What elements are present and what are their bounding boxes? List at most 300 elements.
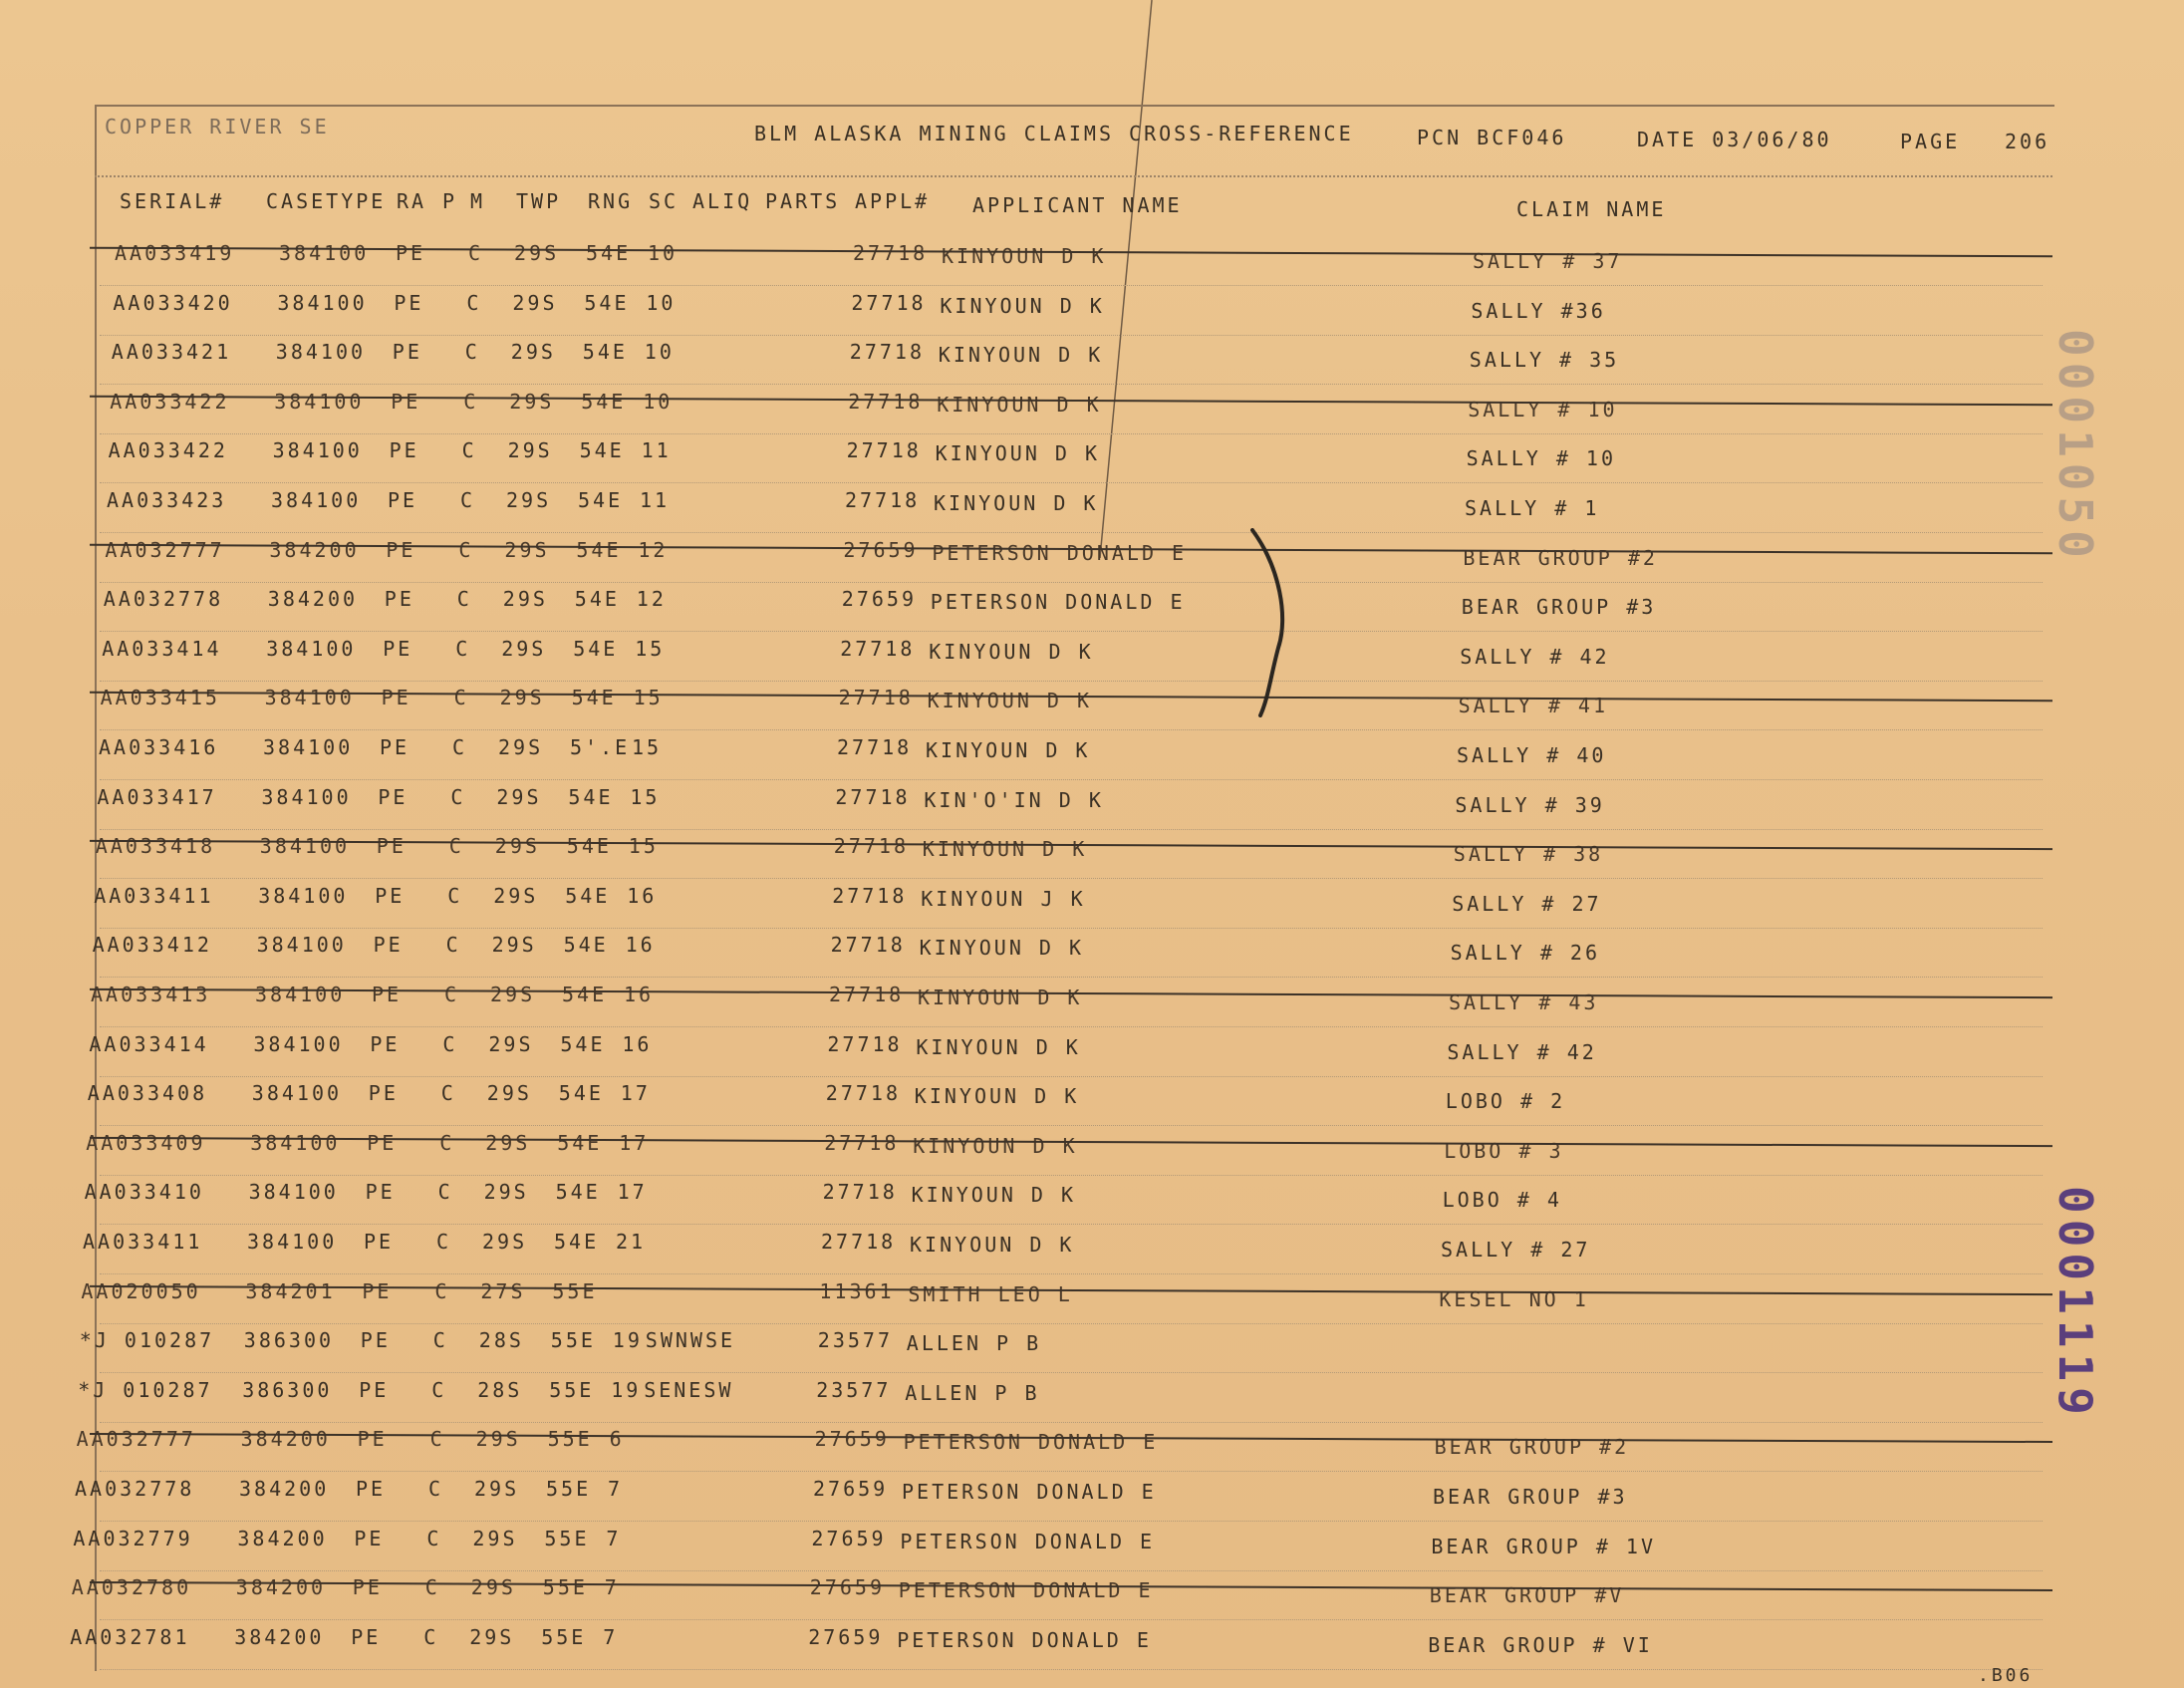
cell-serial: AA032781 — [70, 1624, 190, 1649]
col-ra: RA — [397, 189, 427, 213]
row-rule — [100, 1125, 2043, 1126]
cell-rng: 55E — [547, 1427, 593, 1452]
cell-casetype: 384200 — [235, 1575, 327, 1600]
row-rule — [100, 1026, 2043, 1027]
cell-ra: PE — [376, 834, 407, 859]
col-aliq: ALIQ — [692, 189, 753, 213]
cell-applicant: KINYOUN D K — [938, 343, 1104, 368]
cell-claim: SALLY # 26 — [1450, 941, 1601, 966]
cell-ra: PE — [392, 340, 422, 365]
cell-ra: PE — [396, 241, 426, 265]
cell-appl: 27718 — [846, 438, 922, 463]
table-row — [0, 834, 2184, 882]
row-rule — [100, 1175, 2043, 1176]
cell-ra: PE — [359, 1377, 390, 1402]
cell-applicant: ALLEN P B — [906, 1331, 1042, 1356]
cell-rng: 54E — [562, 983, 608, 1006]
cell-sc: 11 — [640, 488, 671, 512]
cell-claim: SALLY # 42 — [1460, 644, 1610, 669]
cell-twp: 29S — [502, 587, 548, 612]
cell-appl: 27659 — [841, 587, 918, 612]
cell-m: C — [468, 241, 484, 265]
row-rule — [100, 1224, 2043, 1225]
cell-claim: BEAR GROUP #2 — [1463, 545, 1658, 570]
cell-casetype: 386300 — [242, 1377, 333, 1402]
cell-claim: SALLY # 41 — [1458, 694, 1609, 718]
cell-casetype: 384100 — [263, 735, 354, 759]
cell-aliq: SWNWSE — [645, 1328, 736, 1353]
cell-claim: BEAR GROUP # VI — [1428, 1632, 1653, 1657]
table-row — [0, 884, 2184, 932]
cell-rng: 54E — [576, 537, 622, 562]
row-rule — [100, 829, 2043, 830]
cell-rng: 55E — [546, 1477, 592, 1501]
cell-appl: 27718 — [835, 784, 911, 809]
cell-sc: 16 — [627, 883, 658, 908]
cell-m: C — [452, 735, 468, 759]
row-rule — [100, 1076, 2043, 1077]
cell-sc: 15 — [633, 686, 664, 710]
cell-casetype: 384201 — [245, 1278, 336, 1303]
cell-serial: AA032779 — [73, 1526, 193, 1550]
cell-serial: *J 010287 — [78, 1377, 213, 1402]
table-row — [0, 340, 2184, 388]
cell-casetype: 384200 — [269, 537, 360, 562]
cell-twp: 29S — [490, 983, 536, 1006]
cell-rng: 54E — [579, 438, 625, 463]
cell-ra: PE — [370, 1031, 401, 1056]
cell-serial: AA033412 — [92, 933, 212, 958]
row-rule — [100, 729, 2043, 730]
table-row — [0, 1328, 2184, 1376]
cell-casetype: 384100 — [271, 488, 362, 512]
cell-twp: 29S — [507, 438, 553, 463]
row-rule — [100, 977, 2043, 978]
cell-ra: PE — [391, 389, 421, 414]
cell-serial: AA033414 — [89, 1031, 209, 1056]
table-row — [0, 1575, 2184, 1623]
cell-casetype: 384100 — [253, 1031, 344, 1056]
cell-casetype: 384100 — [255, 983, 346, 1006]
cell-sc: 7 — [604, 1575, 620, 1600]
frame-stamp-top: 0001050 — [2048, 329, 2102, 564]
cell-twp: 29S — [472, 1526, 518, 1550]
cell-m: C — [423, 1624, 439, 1649]
cell-serial: AA032777 — [76, 1427, 196, 1452]
cell-serial: AA033414 — [102, 636, 222, 661]
cell-appl: 23577 — [816, 1377, 892, 1402]
cell-applicant: KINYOUN D K — [919, 936, 1085, 961]
cell-rng: 54E — [555, 1180, 601, 1205]
cell-claim: SALLY # 10 — [1466, 446, 1617, 471]
cell-rng: 54E — [558, 1081, 604, 1106]
cell-casetype: 384100 — [272, 438, 363, 463]
cell-serial: AA033408 — [87, 1081, 208, 1106]
cell-twp: 29S — [491, 933, 537, 958]
row-rule — [100, 1669, 2043, 1670]
cell-sc: 15 — [628, 834, 659, 859]
cell-twp: 29S — [506, 488, 552, 512]
cell-twp: 28S — [478, 1328, 524, 1353]
cell-ra: PE — [388, 488, 418, 512]
cell-ra: PE — [383, 636, 413, 661]
cell-appl: 27718 — [832, 883, 908, 908]
cell-ra: PE — [372, 983, 403, 1006]
cell-sc: 7 — [603, 1624, 619, 1649]
area-name: COPPER RIVER SE — [105, 115, 330, 139]
cell-appl: 27659 — [809, 1575, 886, 1600]
cell-rng: 54E — [554, 1230, 600, 1254]
cell-ra: PE — [368, 1081, 399, 1106]
cell-claim: SALLY # 10 — [1468, 397, 1618, 422]
cell-serial: *J 010287 — [79, 1328, 215, 1353]
cell-applicant: PETERSON DONALD E — [903, 1430, 1159, 1455]
row-rule — [100, 1372, 2043, 1373]
cell-appl: 27718 — [840, 636, 916, 661]
row-rule — [100, 681, 2043, 682]
cell-sc: 6 — [609, 1427, 625, 1452]
cell-appl: 27659 — [808, 1624, 884, 1649]
table-row — [0, 785, 2184, 833]
cell-m: C — [463, 389, 479, 414]
row-rule — [100, 1471, 2043, 1472]
cell-rng: 54E — [557, 1130, 603, 1155]
cell-rng: 54E — [565, 883, 611, 908]
row-rule — [100, 285, 2043, 286]
cell-m: C — [455, 636, 471, 661]
cell-m: C — [436, 1230, 452, 1254]
cell-serial: AA032777 — [105, 537, 225, 562]
col-applicant: APPLICANT NAME — [972, 193, 1183, 217]
table-row — [0, 1625, 2184, 1673]
cell-claim: LOBO # 2 — [1445, 1089, 1566, 1114]
cell-appl: 27718 — [848, 389, 924, 414]
table-row — [0, 1230, 2184, 1277]
cell-ra: PE — [381, 686, 411, 710]
cell-appl: 27718 — [849, 340, 926, 365]
cell-sc: 19 — [612, 1328, 643, 1353]
row-rule — [100, 1570, 2043, 1571]
cell-claim: SALLY # 42 — [1447, 1039, 1597, 1064]
header-rule — [95, 175, 2052, 177]
cell-appl: 27718 — [845, 488, 921, 512]
cell-twp: 29S — [496, 784, 542, 809]
cell-m: C — [453, 686, 469, 710]
cell-twp: 27S — [480, 1278, 526, 1303]
cell-appl: 27718 — [851, 290, 927, 315]
report-date: DATE 03/06/80 — [1637, 128, 1832, 151]
cell-ra: PE — [354, 1526, 385, 1550]
cell-claim: SALLY # 40 — [1457, 743, 1607, 767]
cell-claim: SALLY # 38 — [1453, 842, 1604, 867]
cell-serial: AA032778 — [75, 1477, 195, 1501]
cell-claim: SALLY # 35 — [1469, 348, 1620, 373]
cell-twp: 29S — [475, 1427, 521, 1452]
cell-m: C — [432, 1328, 448, 1353]
cell-serial: AA033415 — [100, 686, 220, 710]
cell-appl: 27718 — [824, 1130, 900, 1155]
row-rule — [100, 1521, 2043, 1522]
cell-twp: 29S — [485, 1130, 531, 1155]
cell-appl: 27718 — [838, 686, 914, 710]
cell-sc: 10 — [643, 389, 674, 414]
cell-applicant: KINYOUN D K — [929, 639, 1094, 664]
table-row — [0, 488, 2184, 536]
report-title: BLM ALASKA MINING CLAIMS CROSS-REFERENCE — [754, 122, 1354, 145]
table-row — [0, 1032, 2184, 1080]
cell-twp: 29S — [499, 686, 545, 710]
cell-sc: 10 — [648, 241, 679, 265]
cell-ra: PE — [356, 1477, 387, 1501]
cell-claim: BEAR GROUP #3 — [1433, 1485, 1628, 1509]
cell-twp: 29S — [493, 883, 539, 908]
cell-ra: PE — [351, 1624, 382, 1649]
table-row — [0, 1527, 2184, 1574]
cell-ra: PE — [352, 1575, 383, 1600]
row-rule — [100, 631, 2043, 632]
cell-ra: PE — [367, 1130, 398, 1155]
cell-rng: 54E — [563, 933, 609, 958]
cell-sc: 15 — [632, 735, 663, 759]
cell-ra: PE — [373, 933, 404, 958]
table-row — [0, 538, 2184, 586]
cell-applicant: PETERSON DONALD E — [898, 1578, 1154, 1603]
cell-serial: AA033418 — [95, 834, 216, 859]
cell-m: C — [444, 983, 460, 1006]
cell-serial: AA033417 — [97, 784, 217, 809]
cell-sc: 16 — [624, 983, 655, 1006]
table-row — [0, 1477, 2184, 1525]
cell-casetype: 384100 — [250, 1130, 341, 1155]
cell-applicant: KINYOUN D K — [934, 491, 1099, 515]
cell-m: C — [431, 1377, 447, 1402]
cell-casetype: 384100 — [274, 389, 365, 414]
cell-applicant: PETERSON DONALD E — [932, 540, 1188, 565]
cell-applicant: KINYOUN D K — [916, 1034, 1081, 1059]
cell-twp: 29S — [509, 389, 555, 414]
cell-casetype: 384100 — [275, 340, 367, 365]
row-rule — [100, 532, 2043, 533]
cell-m: C — [450, 784, 466, 809]
cell-rng: 54E — [571, 686, 617, 710]
cell-m: C — [461, 438, 477, 463]
cell-twp: 29S — [504, 537, 550, 562]
cell-applicant: KINYOUN D K — [922, 837, 1088, 862]
cell-sc: 12 — [636, 587, 667, 612]
cell-casetype: 384100 — [251, 1081, 343, 1106]
cell-sc: 7 — [608, 1477, 624, 1501]
cell-claim: BEAR GROUP #V — [1429, 1583, 1625, 1608]
cell-ra: PE — [357, 1427, 388, 1452]
cell-rng: 55E — [552, 1278, 598, 1303]
cell-applicant: KINYOUN D K — [911, 1183, 1077, 1208]
cell-rng: 54E — [574, 587, 620, 612]
cell-twp: 29S — [474, 1477, 520, 1501]
cell-rng: 55E — [542, 1575, 588, 1600]
cell-claim: BEAR GROUP # 1V — [1431, 1534, 1657, 1558]
cell-casetype: 384100 — [261, 784, 352, 809]
cell-m: C — [426, 1526, 442, 1550]
row-rule — [100, 878, 2043, 879]
cell-casetype: 384100 — [248, 1180, 339, 1205]
col-claim: CLAIM NAME — [1516, 197, 1667, 221]
cell-claim: SALLY # 37 — [1473, 249, 1623, 273]
cell-serial: AA033413 — [91, 983, 211, 1006]
cell-applicant: KINYOUN D K — [942, 244, 1107, 268]
cell-sc: 10 — [644, 340, 675, 365]
cell-casetype: 384200 — [240, 1427, 331, 1452]
row-rule — [100, 779, 2043, 780]
cell-m: C — [434, 1278, 450, 1303]
table-row — [0, 1081, 2184, 1129]
cell-twp: 29S — [488, 1031, 534, 1056]
cell-sc: 16 — [625, 933, 656, 958]
table-row — [0, 1131, 2184, 1179]
cell-casetype: 384100 — [259, 834, 351, 859]
cell-appl: 27718 — [822, 1180, 898, 1205]
cell-claim: SALLY # 39 — [1455, 792, 1605, 817]
col-parts: PARTS — [765, 189, 841, 213]
cell-sc: 17 — [619, 1130, 650, 1155]
cell-m: C — [448, 834, 464, 859]
cell-twp: 29S — [512, 290, 558, 315]
cell-applicant: SMITH LEO L — [908, 1281, 1073, 1306]
cell-rng: 5'.E — [570, 735, 631, 759]
cell-rng: 55E — [550, 1328, 596, 1353]
cell-serial: AA033409 — [86, 1130, 206, 1155]
cell-twp: 28S — [477, 1377, 523, 1402]
cell-claim: BEAR GROUP #2 — [1434, 1435, 1630, 1460]
cell-rng: 55E — [544, 1526, 590, 1550]
table-row — [0, 241, 2184, 289]
cell-serial: AA033420 — [113, 290, 233, 315]
cell-casetype: 384100 — [256, 933, 347, 958]
cell-casetype: 384200 — [239, 1477, 330, 1501]
cell-ra: PE — [378, 784, 409, 809]
cell-m: C — [440, 1081, 456, 1106]
col-m: M — [470, 189, 486, 213]
table-row — [0, 686, 2184, 733]
cell-rng: 54E — [584, 290, 630, 315]
cell-serial: AA020050 — [81, 1278, 201, 1303]
cell-serial: AA033419 — [115, 241, 235, 265]
cell-applicant: KINYOUN D K — [918, 985, 1083, 1009]
col-rng: RNG — [588, 189, 634, 213]
table-row — [0, 291, 2184, 339]
cell-serial: AA033421 — [111, 340, 232, 365]
row-rule — [100, 1323, 2043, 1324]
cell-sc: 17 — [620, 1081, 651, 1106]
cell-serial: AA033411 — [94, 883, 214, 908]
cell-casetype: 386300 — [243, 1328, 335, 1353]
col-casetype: CASETYPE — [266, 189, 387, 213]
table-row — [0, 735, 2184, 783]
cell-twp: 29S — [483, 1180, 529, 1205]
cell-claim: SALLY # 1 — [1465, 496, 1600, 520]
cell-rng: 54E — [582, 340, 628, 365]
cell-m: C — [464, 340, 480, 365]
cell-appl: 23577 — [817, 1328, 894, 1353]
cell-applicant: KINYOUN J K — [921, 886, 1086, 911]
cell-ra: PE — [362, 1278, 393, 1303]
cell-applicant: KINYOUN D K — [910, 1233, 1075, 1257]
table-row — [0, 1279, 2184, 1327]
cell-m: C — [466, 290, 482, 315]
cell-ra: PE — [364, 1230, 395, 1254]
cell-m: C — [445, 933, 461, 958]
cell-ra: PE — [365, 1180, 396, 1205]
cell-applicant: KINYOUN D K — [927, 689, 1093, 713]
cell-aliq: SENESW — [644, 1377, 734, 1402]
cell-applicant: PETERSON DONALD E — [902, 1480, 1157, 1504]
table-row — [0, 587, 2184, 635]
table-row — [0, 390, 2184, 437]
cell-sc: 12 — [638, 537, 669, 562]
cell-appl: 27718 — [853, 241, 929, 265]
cell-casetype: 384200 — [234, 1624, 325, 1649]
cell-serial: AA033422 — [110, 389, 230, 414]
cell-casetype: 384100 — [266, 636, 357, 661]
cell-serial: AA032780 — [71, 1575, 192, 1600]
cell-rng: 54E — [560, 1031, 606, 1056]
cell-rng: 55E — [541, 1624, 587, 1649]
frame-stamp-bottom: 0001119 — [2048, 1186, 2102, 1421]
cell-sc: 11 — [641, 438, 672, 463]
cell-casetype: 384100 — [247, 1230, 338, 1254]
cell-serial: AA033423 — [107, 488, 227, 512]
table-row — [0, 438, 2184, 486]
cell-appl: 27718 — [833, 834, 910, 859]
cell-rng: 54E — [586, 241, 632, 265]
cell-serial: AA033416 — [99, 735, 219, 759]
table-row — [0, 1378, 2184, 1426]
cell-applicant: KINYOUN D K — [926, 738, 1091, 762]
row-rule — [100, 1273, 2043, 1274]
cell-appl: 27659 — [814, 1427, 890, 1452]
table-row — [0, 1427, 2184, 1475]
cell-applicant: KINYOUN D K — [913, 1133, 1078, 1158]
cell-appl: 27718 — [837, 735, 913, 759]
cell-sc: 17 — [617, 1180, 648, 1205]
cell-twp: 29S — [469, 1624, 515, 1649]
table-row — [0, 933, 2184, 981]
cell-m: C — [424, 1575, 440, 1600]
cell-claim: SALLY #36 — [1471, 298, 1606, 323]
cell-serial: AA033422 — [108, 438, 228, 463]
cell-serial: AA033410 — [84, 1180, 204, 1205]
cell-applicant: KINYOUN D K — [937, 392, 1102, 417]
cell-serial: AA032778 — [103, 587, 224, 612]
cell-serial: AA033411 — [83, 1230, 203, 1254]
cell-sc: 21 — [616, 1230, 647, 1254]
cell-twp: 29S — [498, 735, 544, 759]
cell-m: C — [429, 1427, 445, 1452]
cell-claim: LOBO # 4 — [1442, 1188, 1562, 1213]
cell-twp: 29S — [482, 1230, 528, 1254]
row-rule — [100, 1422, 2043, 1423]
cell-casetype: 384200 — [237, 1526, 328, 1550]
row-rule — [100, 433, 2043, 434]
table-row — [0, 1180, 2184, 1228]
col-serial: SERIAL# — [120, 189, 225, 213]
cell-m: C — [458, 537, 474, 562]
cell-m: C — [460, 488, 476, 512]
cell-m: C — [437, 1180, 453, 1205]
cell-twp: 29S — [514, 241, 560, 265]
cell-casetype: 384100 — [258, 883, 349, 908]
cell-claim: SALLY # 27 — [1441, 1238, 1591, 1262]
cell-applicant: ALLEN P B — [905, 1380, 1040, 1405]
